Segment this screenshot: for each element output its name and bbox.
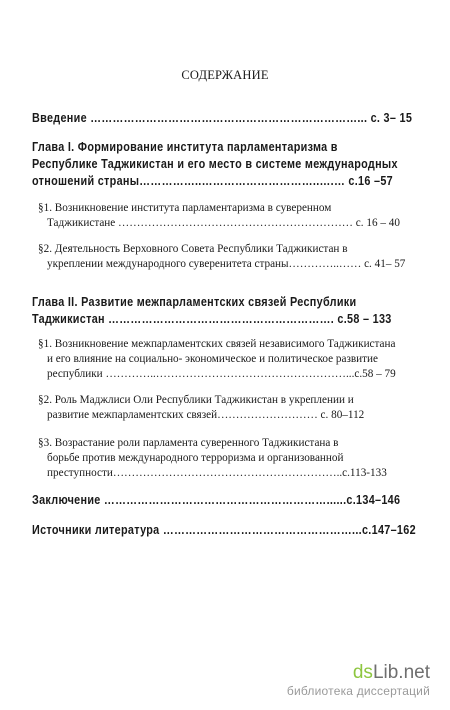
watermark [230, 663, 430, 698]
toc-line: Таджикистан ……………………………………………………. с.58 – 133 [32, 312, 392, 326]
toc-line: развитие межпарламентских связей……………………… с. 80–112 [47, 409, 365, 421]
watermark-logo-ds: ds [352, 662, 373, 683]
toc-line: Глава I. Формирование института парламентаризма в [32, 140, 338, 154]
toc-line: Источники литература ……………………………………………...с.147–162 [32, 523, 416, 537]
toc-entry-sources [32, 522, 416, 539]
toc-line: §2. Роль Маджлиси Оли Республики Таджикистан в укреплении и [38, 394, 354, 406]
watermark-logo-net: .net [398, 662, 430, 683]
toc-line: борьбе против международного терроризма и организованной [47, 452, 344, 464]
watermark-logo [230, 663, 430, 683]
toc-line: §2. Деятельность Верховного Совета Республики Таджикистан в [38, 243, 348, 255]
toc-line: Глава II. Развитие межпарламентских связей Республики [32, 295, 357, 309]
toc-line: Республике Таджикистан и его место в системе международных [32, 157, 398, 171]
toc-line: §1. Возникновение межпарламентских связей независимого Таджикистана [38, 338, 396, 350]
toc-entry-introduction [32, 110, 412, 127]
toc-entry-chapter-1-section-2 [38, 242, 405, 272]
toc-line: Заключение ……………………………………………………......с.134–146 [32, 493, 401, 507]
toc-entry-chapter-2-section-2 [38, 393, 364, 423]
toc-line: укреплении международного суверенитета страны…………..…… с. 41– 57 [47, 258, 406, 270]
watermark-subtitle: библиотека диссертаций [286, 684, 430, 698]
toc-entry-conclusion [32, 492, 400, 509]
toc-entry-chapter-2-section-3 [38, 436, 387, 481]
toc-entry-chapter-2 [32, 294, 392, 328]
toc-line: республики …………..……………………………………………...с.58 – 79 [47, 368, 396, 380]
toc-line: Таджикистане ……………………………………………………… с. 16 – 40 [47, 217, 400, 229]
toc-entry-chapter-2-section-1 [38, 337, 396, 382]
watermark-logo-lib: Lib [372, 662, 399, 683]
toc-entry-chapter-1 [32, 139, 398, 190]
toc-line: преступности……………………………………………………..с.113-133 [47, 467, 387, 479]
toc-line: §1. Возникновение института парламентаризма в суверенном [38, 202, 332, 214]
toc-title: СОДЕРЖАНИЕ [181, 68, 269, 82]
toc-line: §3. Возрастание роли парламента суверенного Таджикистана в [38, 437, 339, 449]
toc-line: отношений страны……………..…………………………..….… с.16 –57 [32, 174, 393, 188]
toc-entry-chapter-1-section-1 [38, 201, 400, 231]
toc-line: и его влияние на социально- экономическое и политическое развитие [47, 353, 379, 365]
toc-line: Введение ………………………………………………………………... с. 3– 15 [32, 111, 413, 125]
